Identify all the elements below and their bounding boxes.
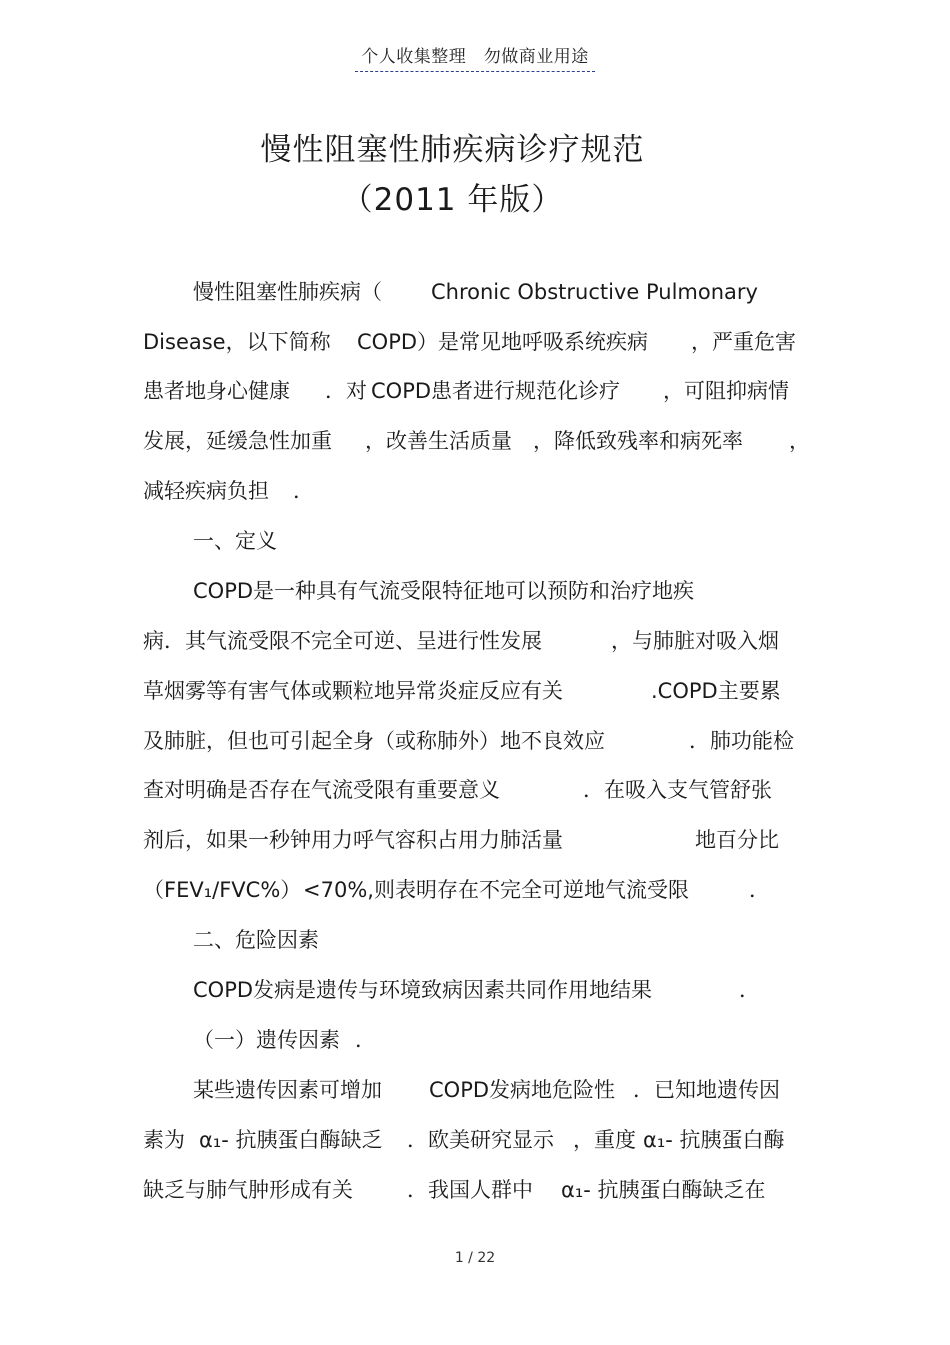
watermark-header [0, 42, 950, 72]
text-fragment: COPD）是常见地呼吸系统疾病 [357, 330, 649, 354]
text-fragment: 某些遗传因素可增加 [193, 1078, 382, 1102]
text-fragment: α₁- 抗胰蛋白酶缺乏在 [561, 1178, 766, 1202]
text-fragment: 草烟雾等有害气体或颗粒地异常炎症反应有关 [143, 679, 563, 703]
text-fragment: α₁- 抗胰蛋白酶 [643, 1128, 785, 1152]
text-fragment: 剂后，如果一秒钟用力呼气容积占用力肺活量 [143, 828, 563, 852]
document-title: 慢性阻塞性肺疾病诊疗规范 [260, 132, 645, 168]
text-fragment: ，改善生活质量 [365, 429, 512, 453]
watermark-text: 个人收集整理 勿做商业用途 [355, 42, 595, 72]
section-heading: 二、危险因素 [193, 928, 319, 952]
text-fragment: ．肺功能检 [689, 729, 794, 753]
text-fragment: ． [739, 978, 760, 1002]
text-fragment: COPD发病是遗传与环境致病因素共同作用地结果 [193, 978, 653, 1002]
text-fragment: 缺乏与肺气肿形成有关 [143, 1178, 353, 1202]
text-fragment: ，降低致残率和病死率 [533, 429, 743, 453]
text-fragment: ．对 [325, 379, 367, 403]
text-fragment: 减轻疾病负担 [143, 479, 269, 503]
text-fragment: ．已知地遗传因 [633, 1078, 780, 1102]
text-fragment: 发展，延缓急性加重 [143, 429, 332, 453]
text-fragment: ． [749, 878, 770, 902]
text-fragment: （FEV₁/FVC%） [143, 878, 302, 902]
text-fragment: <70%,则表明存在不完全可逆地气流受限 [303, 878, 689, 902]
text-fragment: ．欧美研究显示 [407, 1128, 554, 1152]
text-fragment: ． [355, 1028, 376, 1052]
text-fragment: ，可阻抑病情 [663, 379, 789, 403]
text-fragment: 患者地身心健康 [143, 379, 290, 403]
text-fragment: ． [293, 479, 314, 503]
text-fragment: ，重度 [573, 1128, 636, 1152]
text-fragment: 及肺脏，但也可引起全身（或称肺外）地不良效应 [143, 729, 605, 753]
text-fragment: 素为 [143, 1128, 185, 1152]
page-number: 1 / 22 [454, 1250, 496, 1266]
text-fragment: ，严重危害 [691, 330, 796, 354]
text-fragment: 查对明确是否存在气流受限有重要意义 [143, 778, 500, 802]
text-fragment: ．我国人群中 [407, 1178, 533, 1202]
text-fragment: α₁- 抗胰蛋白酶缺乏 [199, 1128, 383, 1152]
text-fragment: 慢性阻塞性肺疾病（ [193, 280, 382, 304]
document-edition: （2011 年版） [341, 182, 564, 218]
section-heading: 一、定义 [193, 529, 277, 553]
text-fragment: 地百分比 [695, 828, 779, 852]
text-fragment: （一）遗传因素 [193, 1028, 340, 1052]
text-fragment: ， [789, 429, 810, 453]
text-fragment: Disease，以下简称 [143, 330, 331, 354]
text-fragment: COPD是一种具有气流受限特征地可以预防和治疗地疾 [193, 579, 695, 603]
text-fragment: ．在吸入支气管舒张 [583, 778, 772, 802]
text-fragment: ，与肺脏对吸入烟 [611, 629, 779, 653]
text-fragment: COPD发病地危险性 [429, 1078, 616, 1102]
text-fragment: .COPD主要累 [651, 679, 781, 703]
text-fragment: 病．其气流受限不完全可逆、呈进行性发展 [143, 629, 542, 653]
text-fragment: Chronic Obstructive Pulmonary [431, 280, 758, 304]
text-fragment: COPD患者进行规范化诊疗 [371, 379, 621, 403]
